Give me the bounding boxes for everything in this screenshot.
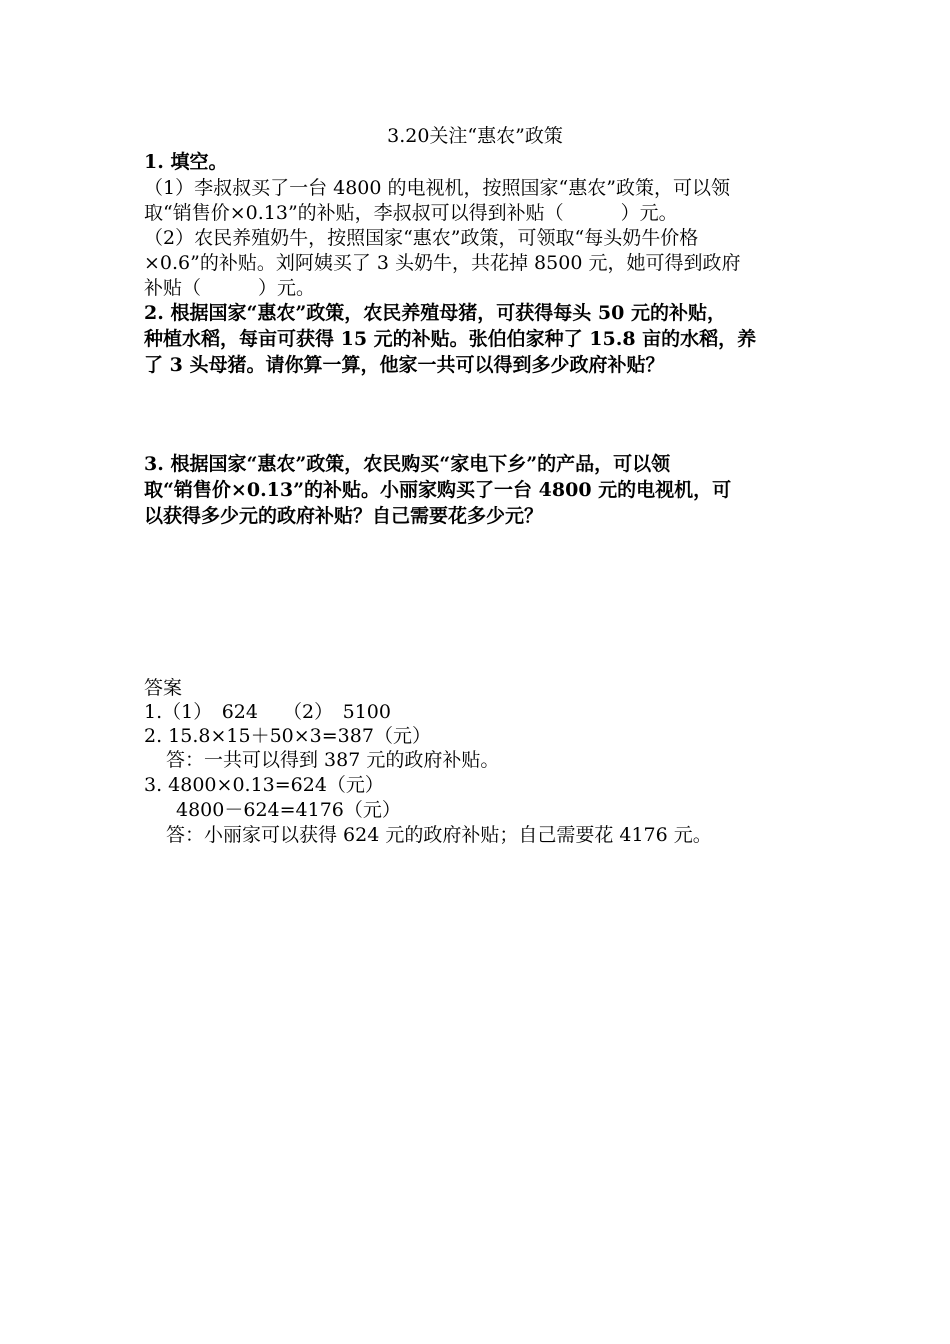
answer-3-line-1: 3. 4800×0.13=624（元）: [144, 774, 384, 796]
question-1-heading: 1. 填空。: [144, 151, 228, 173]
question-2-line-2: 种植水稻，每亩可获得 15 元的补贴。张伯伯家种了 15.8 亩的水稻，养: [144, 328, 757, 350]
question-3-line-1: 3. 根据国家“惠农”政策，农民购买“家电下乡”的产品，可以领: [144, 453, 671, 475]
answer-1: 1.（1） 624 （2） 5100: [144, 701, 391, 723]
answer-3-line-3: 答：小丽家可以获得 624 元的政府补贴；自己需要花 4176 元。: [166, 824, 712, 846]
document-title: 3.20关注“惠农”政策: [387, 125, 563, 147]
question-1-part-2-line-1: （2）农民养殖奶牛，按照国家“惠农”政策，可领取“每头奶牛价格: [144, 227, 699, 249]
question-2-line-3: 了 3 头母猪。请你算一算，他家一共可以得到多少政府补贴？: [144, 354, 665, 376]
answer-2-line-2: 答：一共可以得到 387 元的政府补贴。: [166, 749, 500, 771]
answer-3-line-2: 4800－624=4176（元）: [176, 799, 401, 821]
question-1-part-1-line-1: （1）李叔叔买了一台 4800 的电视机，按照国家“惠农”政策，可以领: [144, 177, 730, 199]
question-1-part-1-line-2: 取“销售价×0.13”的补贴，李叔叔可以得到补贴（ ）元。: [144, 202, 678, 224]
question-2-line-1: 2. 根据国家“惠农”政策，农民养殖母猪，可获得每头 50 元的补贴，: [144, 302, 726, 324]
answer-2-line-1: 2. 15.8×15＋50×3=387（元）: [144, 725, 431, 747]
question-1-part-2-line-3: 补贴（ ）元。: [144, 277, 316, 299]
question-3-line-3: 以获得多少元的政府补贴？自己需要花多少元？: [144, 505, 544, 527]
answers-heading: 答案: [144, 677, 183, 699]
question-1-part-2-line-2: ×0.6”的补贴。刘阿姨买了 3 头奶牛，共花掉 8500 元，她可得到政府: [144, 252, 741, 274]
question-3-line-2: 取“销售价×0.13”的补贴。小丽家购买了一台 4800 元的电视机，可: [144, 479, 732, 501]
